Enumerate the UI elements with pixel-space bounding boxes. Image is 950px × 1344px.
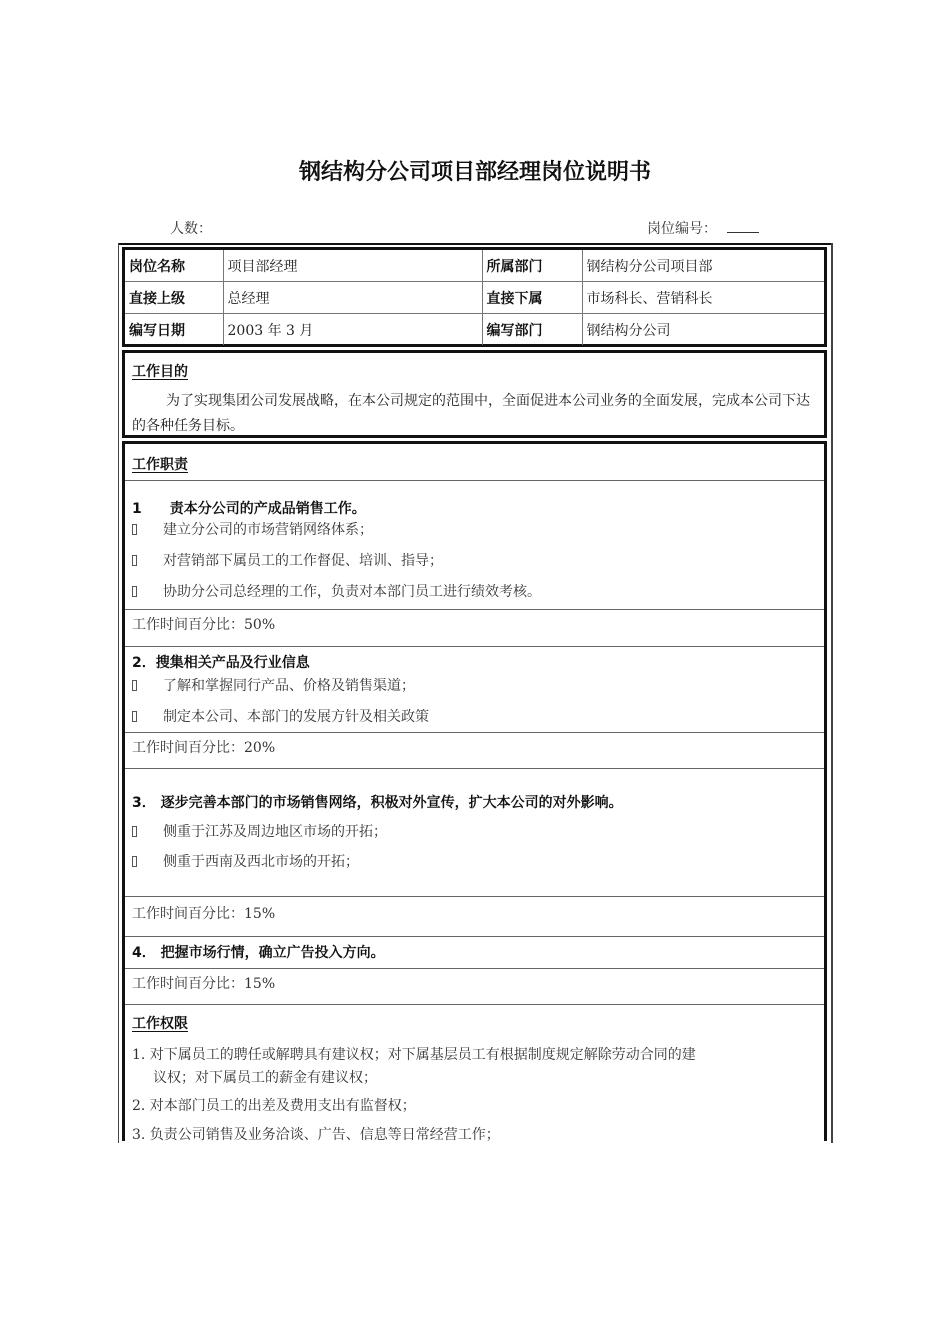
section-heading: 工作职责	[132, 457, 188, 473]
bullet-text: 建立分公司的市场营销网络体系；	[163, 522, 373, 538]
bullet-box-icon	[132, 856, 137, 867]
table-row	[125, 314, 824, 346]
duty-item	[125, 769, 824, 897]
purpose-text: 为了实现集团公司发展战略，在本公司规定的范围中，全面促进本公司业务的全面发展，完成本公司下达的各种任务目标。	[132, 393, 810, 434]
work-purpose-section	[122, 350, 827, 438]
duty-bullet	[132, 519, 373, 539]
time-percentage-row	[125, 897, 824, 937]
info-label: 直接下属	[482, 282, 582, 314]
info-label: 所属部门	[482, 250, 582, 282]
info-label: 编写日期	[125, 314, 223, 346]
time-percentage: 工作时间百分比：15%	[132, 906, 276, 922]
info-label: 编写部门	[482, 314, 582, 346]
duty-bullet	[132, 821, 387, 841]
duty-item	[125, 937, 824, 969]
duty-bullet	[132, 581, 541, 601]
time-percentage: 工作时间百分比：15%	[132, 976, 276, 992]
bullet-box-icon	[132, 555, 137, 566]
bullet-text: 侧重于江苏及周边地区市场的开拓；	[163, 824, 387, 840]
work-duties-section	[122, 441, 827, 1141]
info-label: 岗位名称	[125, 250, 223, 282]
section-heading: 工作目的	[132, 364, 188, 380]
time-percentage-row	[125, 733, 824, 769]
info-value: 市场科长、营销科长	[582, 282, 824, 314]
authority-item: 2. 对本部门员工的出差及费用支出有监督权；	[132, 1098, 416, 1114]
bullet-box-icon	[132, 826, 137, 837]
bullet-text: 协助分公司总经理的工作，负责对本部门员工进行绩效考核。	[163, 584, 541, 600]
info-value: 项目部经理	[223, 250, 482, 282]
info-value: 2003 年 3 月	[223, 314, 482, 346]
info-value: 总经理	[223, 282, 482, 314]
bullet-text: 了解和掌握同行产品、价格及销售渠道；	[163, 678, 415, 694]
duty-title: 1 责本分公司的产成品销售工作。	[132, 501, 366, 517]
bullet-box-icon	[132, 680, 137, 691]
authority-item-continued: 议权；对下属员工的薪金有建议权；	[153, 1070, 377, 1086]
bullet-box-icon	[132, 586, 137, 597]
duty-bullet	[132, 675, 415, 695]
bullet-text: 制定本公司、本部门的发展方针及相关政策	[163, 709, 429, 725]
basic-info-table	[122, 247, 827, 347]
time-percentage-row	[125, 610, 824, 647]
table-outer-top-border	[118, 243, 833, 245]
bullet-text: 侧重于西南及西北市场的开拓；	[163, 854, 359, 870]
bullet-box-icon	[132, 711, 137, 722]
duty-item	[125, 481, 824, 610]
table-outer-left-border	[118, 243, 119, 1143]
info-value: 钢结构分公司项目部	[582, 250, 824, 282]
time-percentage-row	[125, 969, 824, 1005]
duty-bullet	[132, 550, 443, 570]
document-title: 钢结构分公司项目部经理岗位说明书	[298, 160, 651, 185]
section-heading: 工作权限	[132, 1016, 188, 1032]
authority-item: 1. 对下属员工的聘任或解聘具有建议权；对下属基层员工有根据制度规定解除劳动合同的建	[132, 1047, 696, 1063]
time-percentage: 工作时间百分比：50%	[132, 617, 276, 633]
duty-title: 2．搜集相关产品及行业信息	[132, 655, 310, 671]
duty-title: 4． 把握市场行情，确立广告投入方向。	[132, 945, 385, 961]
position-number-label: 岗位编号：	[647, 221, 717, 237]
table-row	[125, 250, 824, 282]
position-number-blank	[727, 220, 759, 233]
table-row	[125, 282, 824, 314]
work-authority-section	[125, 1005, 824, 1145]
authority-item: 3. 负责公司销售及业务洽谈、广告、信息等日常经营工作；	[132, 1127, 500, 1143]
position-number-field	[647, 218, 759, 238]
duty-bullet	[132, 706, 429, 726]
info-value: 钢结构分公司	[582, 314, 824, 346]
bullet-text: 对营销部下属员工的工作督促、培训、指导；	[163, 553, 443, 569]
duties-heading-row	[125, 444, 824, 481]
duty-title: 3． 逐步完善本部门的市场销售网络，积极对外宣传，扩大本公司的对外影响。	[132, 795, 623, 811]
duty-item	[125, 647, 824, 733]
duty-bullet	[132, 851, 359, 871]
table-outer-right-border	[831, 243, 833, 1143]
time-percentage: 工作时间百分比：20%	[132, 740, 276, 756]
bullet-box-icon	[132, 524, 137, 535]
headcount-label: 人数：	[170, 221, 212, 237]
info-label: 直接上级	[125, 282, 223, 314]
